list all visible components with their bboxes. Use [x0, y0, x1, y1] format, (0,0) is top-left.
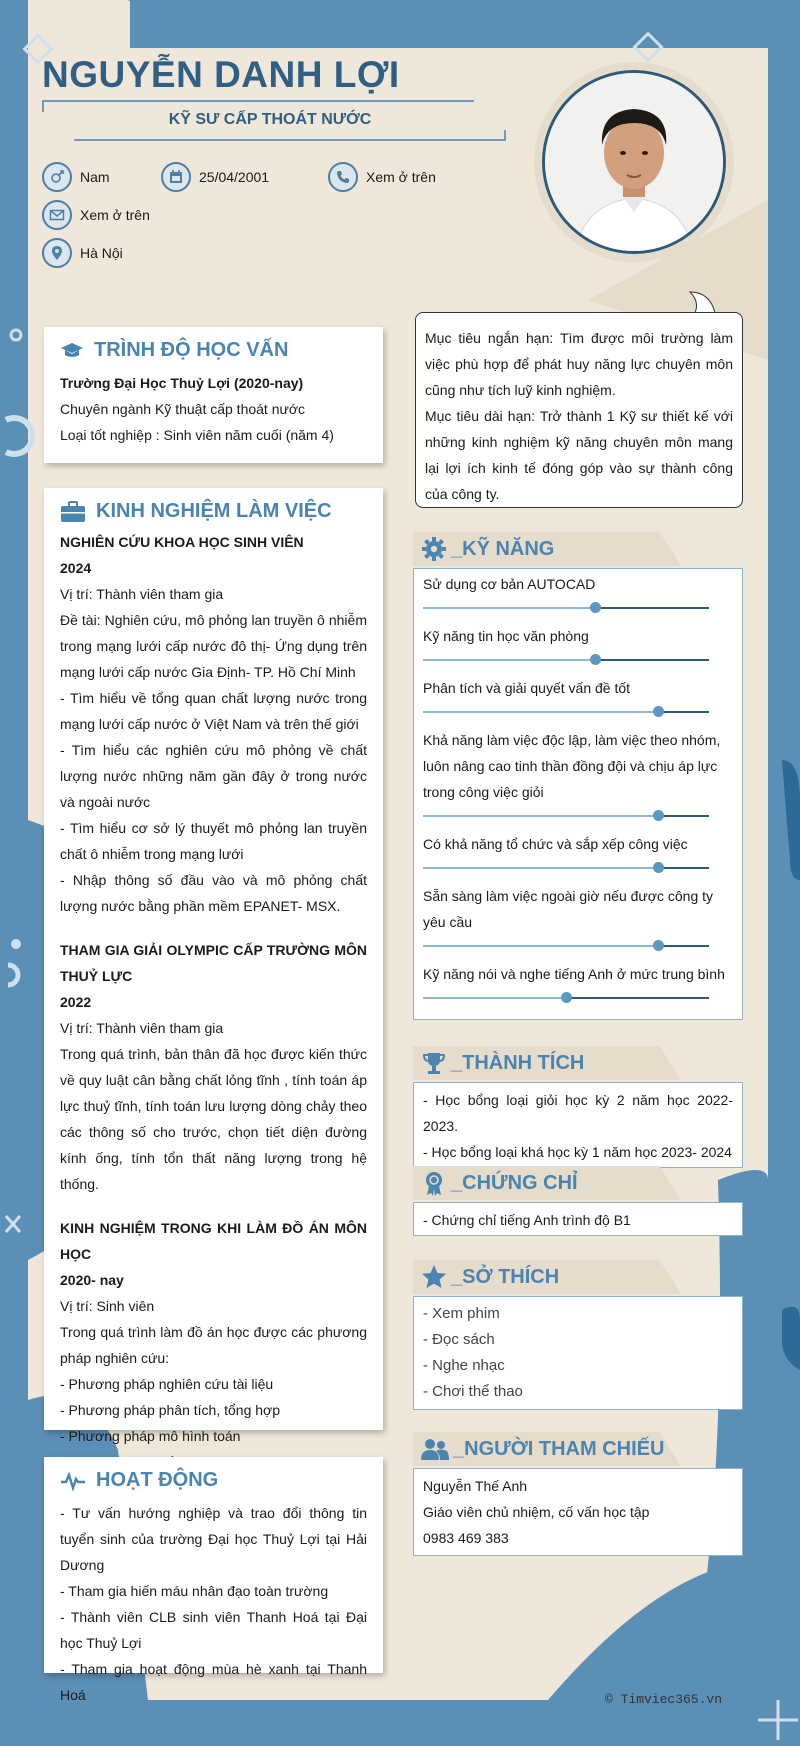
skill-bar-filled: [423, 815, 658, 817]
achievement-item: - Học bổng loại khá học kỳ 1 năm học 2023- 2024: [423, 1144, 732, 1160]
experience-title: NGHIÊN CỨU KHOA HỌC SINH VIÊN: [60, 534, 304, 550]
experience-list: [60, 529, 367, 1475]
certificates-heading: _CHỨNG CHỈ: [413, 1166, 743, 1200]
skill-item: [423, 623, 733, 667]
experience-role: Vị trí: Thành viên tham gia: [60, 586, 224, 602]
achievements-list: [413, 1082, 743, 1168]
reference-line: 0983 469 383: [423, 1530, 509, 1546]
skill-level-handle: [653, 940, 664, 951]
info-email: [42, 200, 150, 230]
skill-bar-rest: [658, 867, 709, 869]
activities-heading: HOẠT ĐỘNG: [60, 1469, 367, 1492]
title-frame: [74, 139, 506, 141]
activity-item: - Thành viên CLB sinh viên Thanh Hoá tại Đại học Thuỷ Lợi: [60, 1609, 367, 1651]
experience-detail: - Tìm hiểu về tổng quan chất lượng nước trong mạng lưới cấp nước ở Việt Nam và trên thế giới: [60, 690, 367, 732]
skill-bar-rest: [658, 945, 709, 947]
experience-title: KINH NGHIỆM TRONG KHI LÀM ĐỒ ÁN MÔN HỌC: [60, 1220, 367, 1262]
skill-bar-filled: [423, 867, 658, 869]
experience-detail: - Nhập thông số đầu vào và mô phỏng chất lượng nước bằng phần mềm EPANET- MSX.: [60, 872, 367, 914]
info-gender: [42, 162, 110, 192]
skill-bar-rest: [658, 815, 709, 817]
gear-icon: [421, 536, 447, 562]
skill-label: Phân tích và giải quyết vấn đề tốt: [423, 680, 631, 696]
experience-detail: - Phương pháp nghiên cứu tài liệu: [60, 1376, 274, 1392]
address-value: Hà Nội: [80, 245, 123, 261]
portrait-image: [545, 73, 723, 251]
skill-level-handle: [590, 602, 601, 613]
skill-label: Kỹ năng tin học văn phòng: [423, 628, 589, 644]
certificates-list: [413, 1202, 743, 1236]
skill-label: Sử dụng cơ bản AUTOCAD: [423, 576, 596, 592]
skills-section: [413, 532, 743, 1020]
achievements-section: [413, 1046, 743, 1168]
education-heading: TRÌNH ĐỘ HỌC VẤN: [60, 339, 367, 362]
spacer: [60, 919, 367, 937]
experience-detail: Trong quá trình, bản thân đã học được kiến thức về quy luật cân bằng chất lỏng tĩnh , tính toán áp lực thuỷ tĩnh, tính toán lưu lượng dòng chảy theo các thông số cho trước, chọn tiết diện đường kính ống, tính tổn thất năng lượng trong hệ thống.: [60, 1046, 367, 1192]
experience-heading: KINH NGHIỆM LÀM VIỆC: [60, 500, 367, 523]
phone-value: Xem ở trên: [366, 169, 436, 185]
title-frame: [42, 100, 44, 112]
skill-label: Khả năng làm việc độc lập, làm việc theo nhóm, luôn nâng cao tinh thần đồng đội và chịu áp lực trong công việc giỏi: [423, 732, 721, 800]
skill-bar-rest: [595, 659, 709, 661]
skill-bar-filled: [423, 945, 658, 947]
skill-item: [423, 675, 733, 719]
certificates-section: [413, 1166, 743, 1236]
skill-bar: [423, 653, 709, 667]
trophy-icon: [421, 1050, 447, 1076]
skill-label: Có khả năng tổ chức và sắp xếp công việc: [423, 836, 688, 852]
skill-bar-filled: [423, 659, 595, 661]
references-list: [413, 1468, 743, 1556]
birthday-value: 25/04/2001: [199, 169, 270, 185]
star-icon: [421, 1264, 447, 1290]
education-school: Trường Đại Học Thuỷ Lợi (2020-nay): [60, 375, 304, 391]
hobby-item: - Nghe nhạc: [423, 1357, 505, 1374]
info-phone: [328, 162, 436, 192]
info-address: [42, 238, 123, 268]
mail-icon: [42, 200, 72, 230]
calendar-icon: [161, 162, 191, 192]
footer-credit: © Timviec365.vn: [605, 1692, 723, 1707]
hobbies-list: [413, 1296, 743, 1410]
hobbies-heading: _SỞ THÍCH: [413, 1260, 743, 1294]
hobby-item: - Đọc sách: [423, 1331, 495, 1348]
reference-line: Nguyễn Thế Anh: [423, 1478, 528, 1494]
title-frame: [504, 130, 506, 141]
skill-bar: [423, 861, 709, 875]
achievement-item: - Học bổng loại giỏi học kỳ 2 năm học 2022- 2023.: [423, 1092, 733, 1134]
achievements-heading: _THÀNH TÍCH: [413, 1046, 743, 1080]
skill-bar-rest: [595, 607, 709, 609]
skill-item: [423, 831, 733, 875]
job-title: KỸ SƯ CẤP THOÁT NƯỚC: [168, 111, 372, 128]
skill-level-handle: [653, 810, 664, 821]
education-section: [44, 327, 383, 463]
experience-role: Vị trí: Thành viên tham gia: [60, 1020, 224, 1036]
skill-bar-filled: [423, 607, 595, 609]
activity-item: - Tham gia hoạt động mùa hè xanh tại Thanh Hoá: [60, 1661, 367, 1703]
hobbies-section: [413, 1260, 743, 1410]
skill-bar-rest: [566, 997, 709, 999]
experience-detail: - Tìm hiểu cơ sở lý thuyết mô phỏng lan truyền chất ô nhiễm trong mạng lưới: [60, 820, 367, 862]
career-objective: [415, 312, 743, 508]
activities-list: [60, 1500, 367, 1708]
phone-icon: [328, 162, 358, 192]
experience-detail: - Phương pháp phân tích, tổng hợp: [60, 1402, 280, 1418]
reference-line: Giáo viên chủ nhiệm, cố vấn học tập: [423, 1504, 650, 1520]
skill-level-handle: [590, 654, 601, 665]
experience-detail: - Tìm hiểu các nghiên cứu mô phỏng về chất lượng nước những năm gần đây ở trong nước và ngoài nước: [60, 742, 367, 810]
skill-bar-filled: [423, 711, 658, 713]
skill-bar: [423, 601, 709, 615]
skill-level-handle: [653, 706, 664, 717]
activity-item: - Tư vấn hướng nghiệp và trao đổi thông tin tuyển sinh của trường Đại học Thuỷ Lợi tại Hải Dương: [60, 1505, 367, 1573]
graduation-cap-icon: [60, 341, 84, 361]
skill-bar: [423, 991, 709, 1005]
skill-level-handle: [653, 862, 664, 873]
certificate-item: - Chứng chỉ tiếng Anh trình độ B1: [423, 1212, 631, 1228]
people-icon: [421, 1437, 449, 1461]
education-grade: Loại tốt nghiệp : Sinh viên năm cuối (năm 4): [60, 427, 334, 443]
skills-list: [413, 568, 743, 1020]
pulse-icon: [60, 1471, 86, 1491]
experience-section: [44, 488, 383, 1444]
location-pin-icon: [42, 238, 72, 268]
medal-icon: [421, 1170, 447, 1196]
references-section: [413, 1432, 743, 1556]
skill-item: [423, 571, 733, 615]
skill-bar: [423, 939, 709, 953]
title-frame: [42, 100, 474, 102]
spacer: [60, 1197, 367, 1215]
skill-label: Sẵn sàng làm việc ngoài giờ nếu được công ty yêu cầu: [423, 888, 714, 930]
skill-bar-filled: [423, 997, 566, 999]
gender-icon: [42, 162, 72, 192]
experience-year: 2022: [60, 994, 92, 1010]
experience-detail: Đề tài: Nghiên cứu, mô phỏng lan truyền ô nhiễm trong mạng lưới cấp nước đô thị- Ứng dụng trên mạng lưới cấp nước Gia Định- TP. Hồ Chí Minh: [60, 612, 367, 680]
references-heading: _NGƯỜI THAM CHIẾU: [413, 1432, 743, 1466]
skill-bar: [423, 705, 709, 719]
skill-label: Kỹ năng nói và nghe tiếng Anh ở mức trung bình: [423, 966, 725, 982]
info-birthday: [161, 162, 269, 192]
hobby-item: - Chơi thể thao: [423, 1383, 523, 1400]
experience-detail: - Phương pháp mô hình toán: [60, 1428, 241, 1444]
skill-item: [423, 883, 733, 953]
skill-item: [423, 727, 733, 823]
skills-heading: _KỸ NĂNG: [413, 532, 743, 566]
candidate-name: NGUYỄN DANH LỢI: [42, 54, 400, 95]
skill-item: [423, 961, 733, 1005]
experience-title: THAM GIA GIẢI OLYMPIC CẤP TRƯỜNG MÔN THUỶ LỰC: [60, 942, 367, 984]
activity-item: - Tham gia hiến máu nhân đạo toàn trường: [60, 1583, 329, 1599]
activities-section: [44, 1457, 383, 1703]
experience-year: 2024: [60, 560, 92, 576]
education-major: Chuyên ngành Kỹ thuật cấp thoát nước: [60, 401, 306, 417]
gender-value: Nam: [80, 169, 110, 185]
skill-bar-rest: [658, 711, 709, 713]
hobby-item: - Xem phim: [423, 1305, 500, 1322]
experience-detail: Trong quá trình làm đồ án học được các phương pháp nghiên cứu:: [60, 1324, 367, 1366]
skill-level-handle: [561, 992, 572, 1003]
objective-short: Mục tiêu ngắn hạn: Tìm được môi trường làm việc phù hợp để phát huy năng lực chuyên môn cũng như tích luỹ kinh nghiệm.: [425, 330, 733, 398]
avatar: [542, 70, 726, 254]
experience-role: Vị trí: Sinh viên: [60, 1298, 155, 1314]
email-value: Xem ở trên: [80, 207, 150, 223]
objective-long: Mục tiêu dài hạn: Trở thành 1 Kỹ sư thiết kế với những kinh nghiệm kỹ năng chuyên môn mang lại lợi ích kinh tế đóng góp vào sự thành công của công ty.: [425, 408, 733, 502]
briefcase-icon: [60, 501, 86, 523]
experience-year: 2020- nay: [60, 1272, 124, 1288]
skill-bar: [423, 809, 709, 823]
